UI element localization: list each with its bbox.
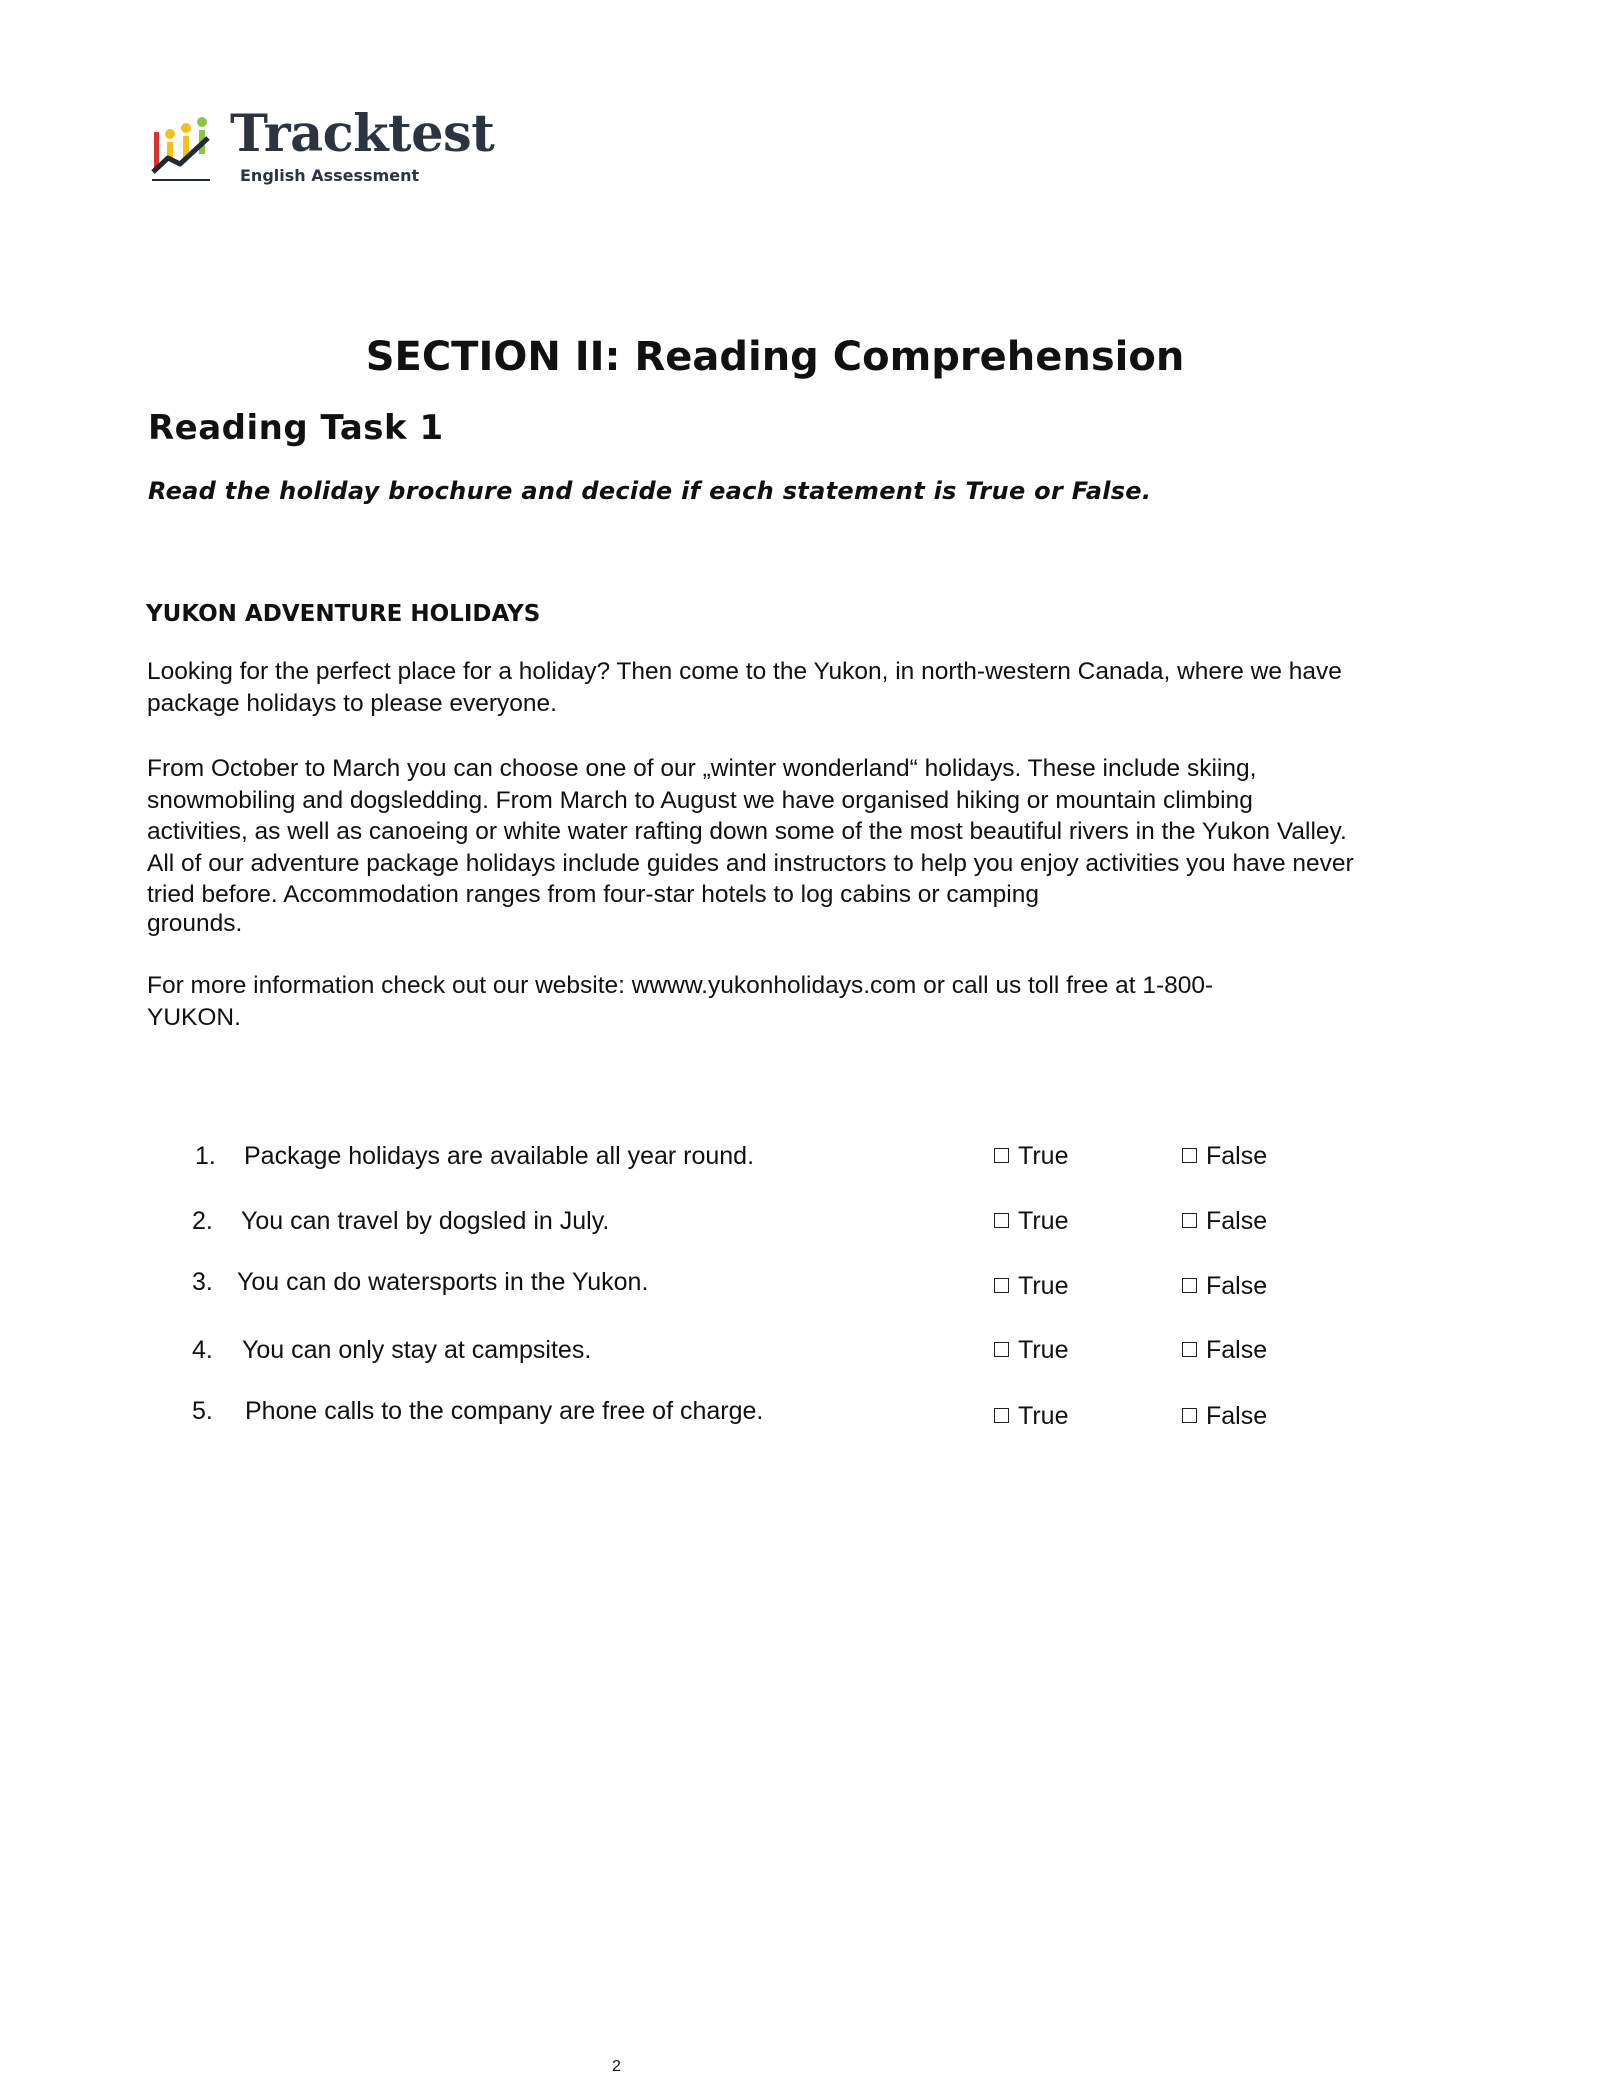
checkbox-icon	[1182, 1278, 1197, 1293]
brochure-paragraph-1	[147, 656, 1467, 719]
option-true-checkbox[interactable]	[994, 1336, 1068, 1365]
option-false-label: False	[1206, 1402, 1268, 1430]
page-number: 2	[612, 2058, 621, 2075]
option-false-label: False	[1206, 1142, 1268, 1170]
logo-bar-red	[154, 132, 159, 168]
paragraph-line: package holidays to please everyone.	[147, 689, 557, 717]
question-text: You can do watersports in the Yukon.	[237, 1268, 649, 1296]
question-number: 4.	[192, 1336, 213, 1364]
option-false-checkbox[interactable]	[1182, 1142, 1267, 1171]
option-false-label: False	[1206, 1336, 1268, 1364]
option-true-checkbox[interactable]	[994, 1402, 1068, 1431]
question-item-4	[0, 1336, 1600, 1370]
option-false-label: False	[1206, 1272, 1268, 1300]
option-false-checkbox[interactable]	[1182, 1336, 1267, 1365]
paragraph-line: For more information check out our website: wwww.yukonholidays.com or call us toll free at 1-800-	[147, 972, 1214, 999]
question-number: 3.	[192, 1268, 213, 1296]
question-item-2	[0, 1207, 1600, 1241]
question-item-5	[0, 1397, 1600, 1431]
logo-subtitle: English Assessment	[240, 166, 420, 185]
logo-dot-yellow	[165, 129, 175, 139]
logo-dot-green	[197, 117, 207, 127]
question-text: You can travel by dogsled in July.	[241, 1207, 610, 1235]
paragraph-line: From October to March you can choose one of our „winter wonderland“ holidays. These include skiing,	[147, 755, 1257, 782]
task-title: Reading Task 1	[148, 408, 444, 448]
option-true-label: True	[1018, 1272, 1069, 1300]
option-true-label: True	[1018, 1336, 1069, 1364]
question-number: 2.	[192, 1207, 213, 1235]
checkbox-icon	[994, 1213, 1009, 1228]
paragraph-line: YUKON.	[147, 1003, 241, 1031]
option-false-checkbox[interactable]	[1182, 1402, 1267, 1431]
question-text: Package holidays are available all year round.	[244, 1142, 755, 1170]
option-true-label: True	[1018, 1207, 1069, 1235]
tracktest-logo	[150, 104, 495, 188]
question-text: You can only stay at campsites.	[242, 1336, 592, 1364]
section-title: SECTION II: Reading Comprehension	[365, 334, 1185, 380]
paragraph-line: All of our adventure package holidays include guides and instructors to help you enjoy activities you have never	[147, 849, 1354, 877]
checkbox-icon	[994, 1148, 1009, 1163]
option-true-label: True	[1018, 1142, 1069, 1170]
chart-logo-icon	[150, 114, 214, 184]
option-true-label: True	[1018, 1402, 1069, 1430]
brochure-paragraph-2	[147, 753, 1467, 939]
checkbox-icon	[994, 1342, 1009, 1357]
option-true-checkbox[interactable]	[994, 1207, 1068, 1236]
brochure-paragraph-3	[147, 970, 1467, 1033]
checkbox-icon	[1182, 1213, 1197, 1228]
checkbox-icon	[1182, 1342, 1197, 1357]
question-item-3	[0, 1268, 1600, 1302]
task-instruction: Read the holiday brochure and decide if each statement is True or False.	[148, 477, 1152, 505]
logo-trend-line	[153, 138, 208, 172]
checkbox-icon	[1182, 1408, 1197, 1423]
option-true-checkbox[interactable]	[994, 1142, 1068, 1171]
logo-dot-yellow-2	[181, 123, 191, 133]
option-false-checkbox[interactable]	[1182, 1207, 1267, 1236]
question-text: Phone calls to the company are free of charge.	[245, 1397, 764, 1425]
paragraph-line: snowmobiling and dogsledding. From March to August we have organised hiking or mountain climbing	[147, 786, 1253, 814]
option-false-label: False	[1206, 1207, 1268, 1235]
question-number: 5.	[192, 1397, 213, 1425]
checkbox-icon	[1182, 1148, 1197, 1163]
question-item-1	[0, 1142, 1600, 1176]
paragraph-line: grounds.	[147, 909, 243, 937]
brochure-heading: YUKON ADVENTURE HOLIDAYS	[146, 601, 541, 627]
paragraph-line: activities, as well as canoeing or white water rafting down some of the most beautiful rivers in the Yukon Valley.	[147, 818, 1347, 845]
paragraph-line: tried before. Accommodation ranges from four-star hotels to log cabins or camping	[147, 881, 1039, 908]
logo-name: Tracktest	[230, 104, 495, 164]
paragraph-line: Looking for the perfect place for a holiday? Then come to the Yukon, in north-western Canada, where we have	[147, 658, 1342, 685]
checkbox-icon	[994, 1408, 1009, 1423]
question-number: 1.	[195, 1142, 216, 1170]
option-false-checkbox[interactable]	[1182, 1272, 1267, 1301]
checkbox-icon	[994, 1278, 1009, 1293]
option-true-checkbox[interactable]	[994, 1272, 1068, 1301]
